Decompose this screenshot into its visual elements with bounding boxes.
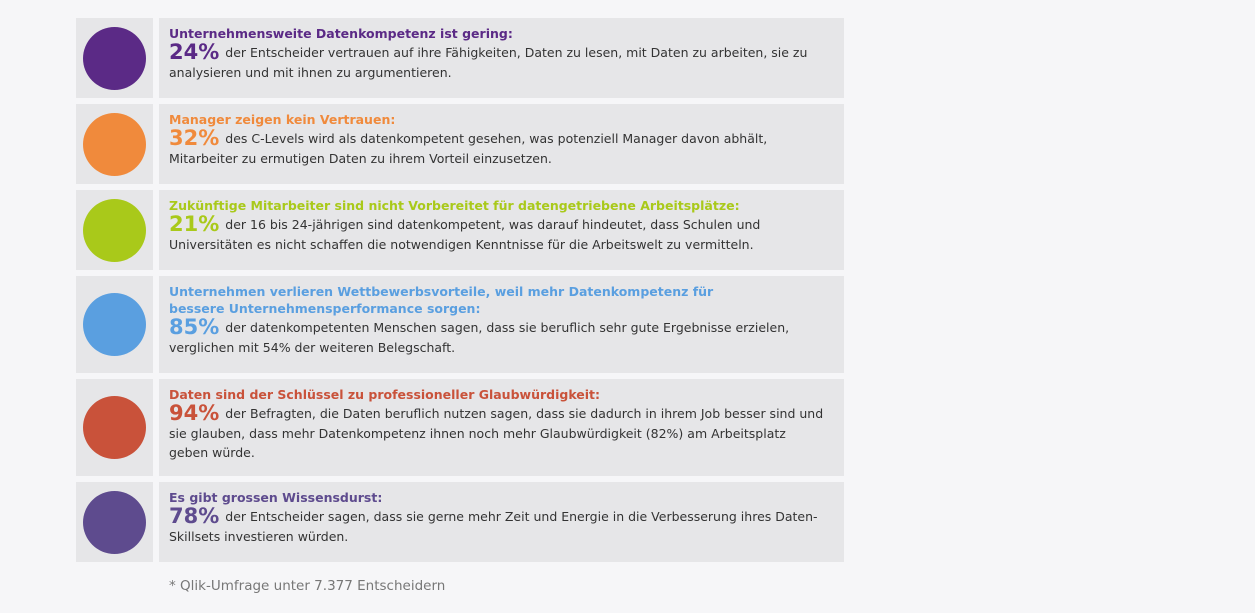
stat-text [159, 379, 844, 476]
stat-body: des C-Levels wird als datenkompetent gesehen, was potenziell Manager davon abhält, [225, 131, 768, 146]
dot-cell [76, 379, 153, 476]
circle-icon [83, 491, 146, 554]
stat-percent: 32% [169, 126, 220, 150]
circle-icon [83, 27, 146, 90]
stat-row [76, 482, 844, 562]
circle-icon [83, 293, 146, 356]
stat-headline: Unternehmensweite Datenkompetenz ist gering: [169, 26, 513, 41]
dot-cell [76, 18, 153, 98]
stat-row [76, 190, 844, 270]
stat-text [159, 482, 844, 562]
stat-headline: Zukünftige Mitarbeiter sind nicht Vorbereitet für datengetriebene Arbeitsplätze: [169, 198, 740, 213]
footnote: * Qlik-Umfrage unter 7.377 Entscheidern [169, 578, 446, 594]
stat-percent: 94% [169, 401, 220, 425]
stat-body-cont: sie glauben, dass mehr Datenkompetenz ihnen noch mehr Glaubwürdigkeit (82%) am Arbeitsplatz geben würde. [169, 426, 786, 460]
stat-text [159, 104, 844, 184]
dot-cell [76, 190, 153, 270]
stat-text [159, 276, 844, 373]
stat-row [76, 379, 844, 476]
stats-list [76, 18, 844, 568]
stat-row [76, 276, 844, 373]
stat-body-cont: Universitäten es nicht schaffen die notwendigen Kenntnisse für die Arbeitswelt zu vermitteln. [169, 237, 754, 252]
stat-headline: Daten sind der Schlüssel zu professioneller Glaubwürdigkeit: [169, 387, 601, 402]
stat-headline: Es gibt grossen Wissensdurst: [169, 490, 383, 505]
stat-body: der Entscheider sagen, dass sie gerne mehr Zeit und Energie in die Verbesserung ihres Daten- [225, 509, 818, 524]
stat-body-cont: Skillsets investieren würden. [169, 529, 349, 544]
stat-percent: 85% [169, 315, 220, 339]
circle-icon [83, 396, 146, 459]
stat-body: der Befragten, die Daten beruflich nutzen sagen, dass sie dadurch in ihrem Job besser sind und [225, 406, 824, 421]
stat-percent: 24% [169, 40, 220, 64]
circle-icon [83, 113, 146, 176]
dot-cell [76, 482, 153, 562]
dot-cell [76, 276, 153, 373]
stat-row [76, 104, 844, 184]
stat-row [76, 18, 844, 98]
stat-headline: Manager zeigen kein Vertrauen: [169, 112, 396, 127]
stat-body: der Entscheider vertrauen auf ihre Fähigkeiten, Daten zu lesen, mit Daten zu arbeiten, sie zu [225, 45, 808, 60]
stat-text [159, 18, 844, 98]
stat-text [159, 190, 844, 270]
stat-body-cont: Mitarbeiter zu ermutigen Daten zu ihrem Vorteil einzusetzen. [169, 151, 552, 166]
stat-body-cont: analysieren und mit ihnen zu argumentieren. [169, 65, 452, 80]
stat-headline: Unternehmen verlieren Wettbewerbsvorteile, weil mehr Datenkompetenz für bessere Unternehmensperformance sorgen: [169, 284, 714, 316]
dot-cell [76, 104, 153, 184]
stat-percent: 78% [169, 504, 220, 528]
stat-body-cont: verglichen mit 54% der weiteren Belegschaft. [169, 340, 456, 355]
stat-percent: 21% [169, 212, 220, 236]
circle-icon [83, 199, 146, 262]
stat-body: der 16 bis 24-jährigen sind datenkompetent, was darauf hindeutet, dass Schulen und [225, 217, 761, 232]
stat-body: der datenkompetenten Menschen sagen, dass sie beruflich sehr gute Ergebnisse erzielen, [225, 320, 790, 335]
